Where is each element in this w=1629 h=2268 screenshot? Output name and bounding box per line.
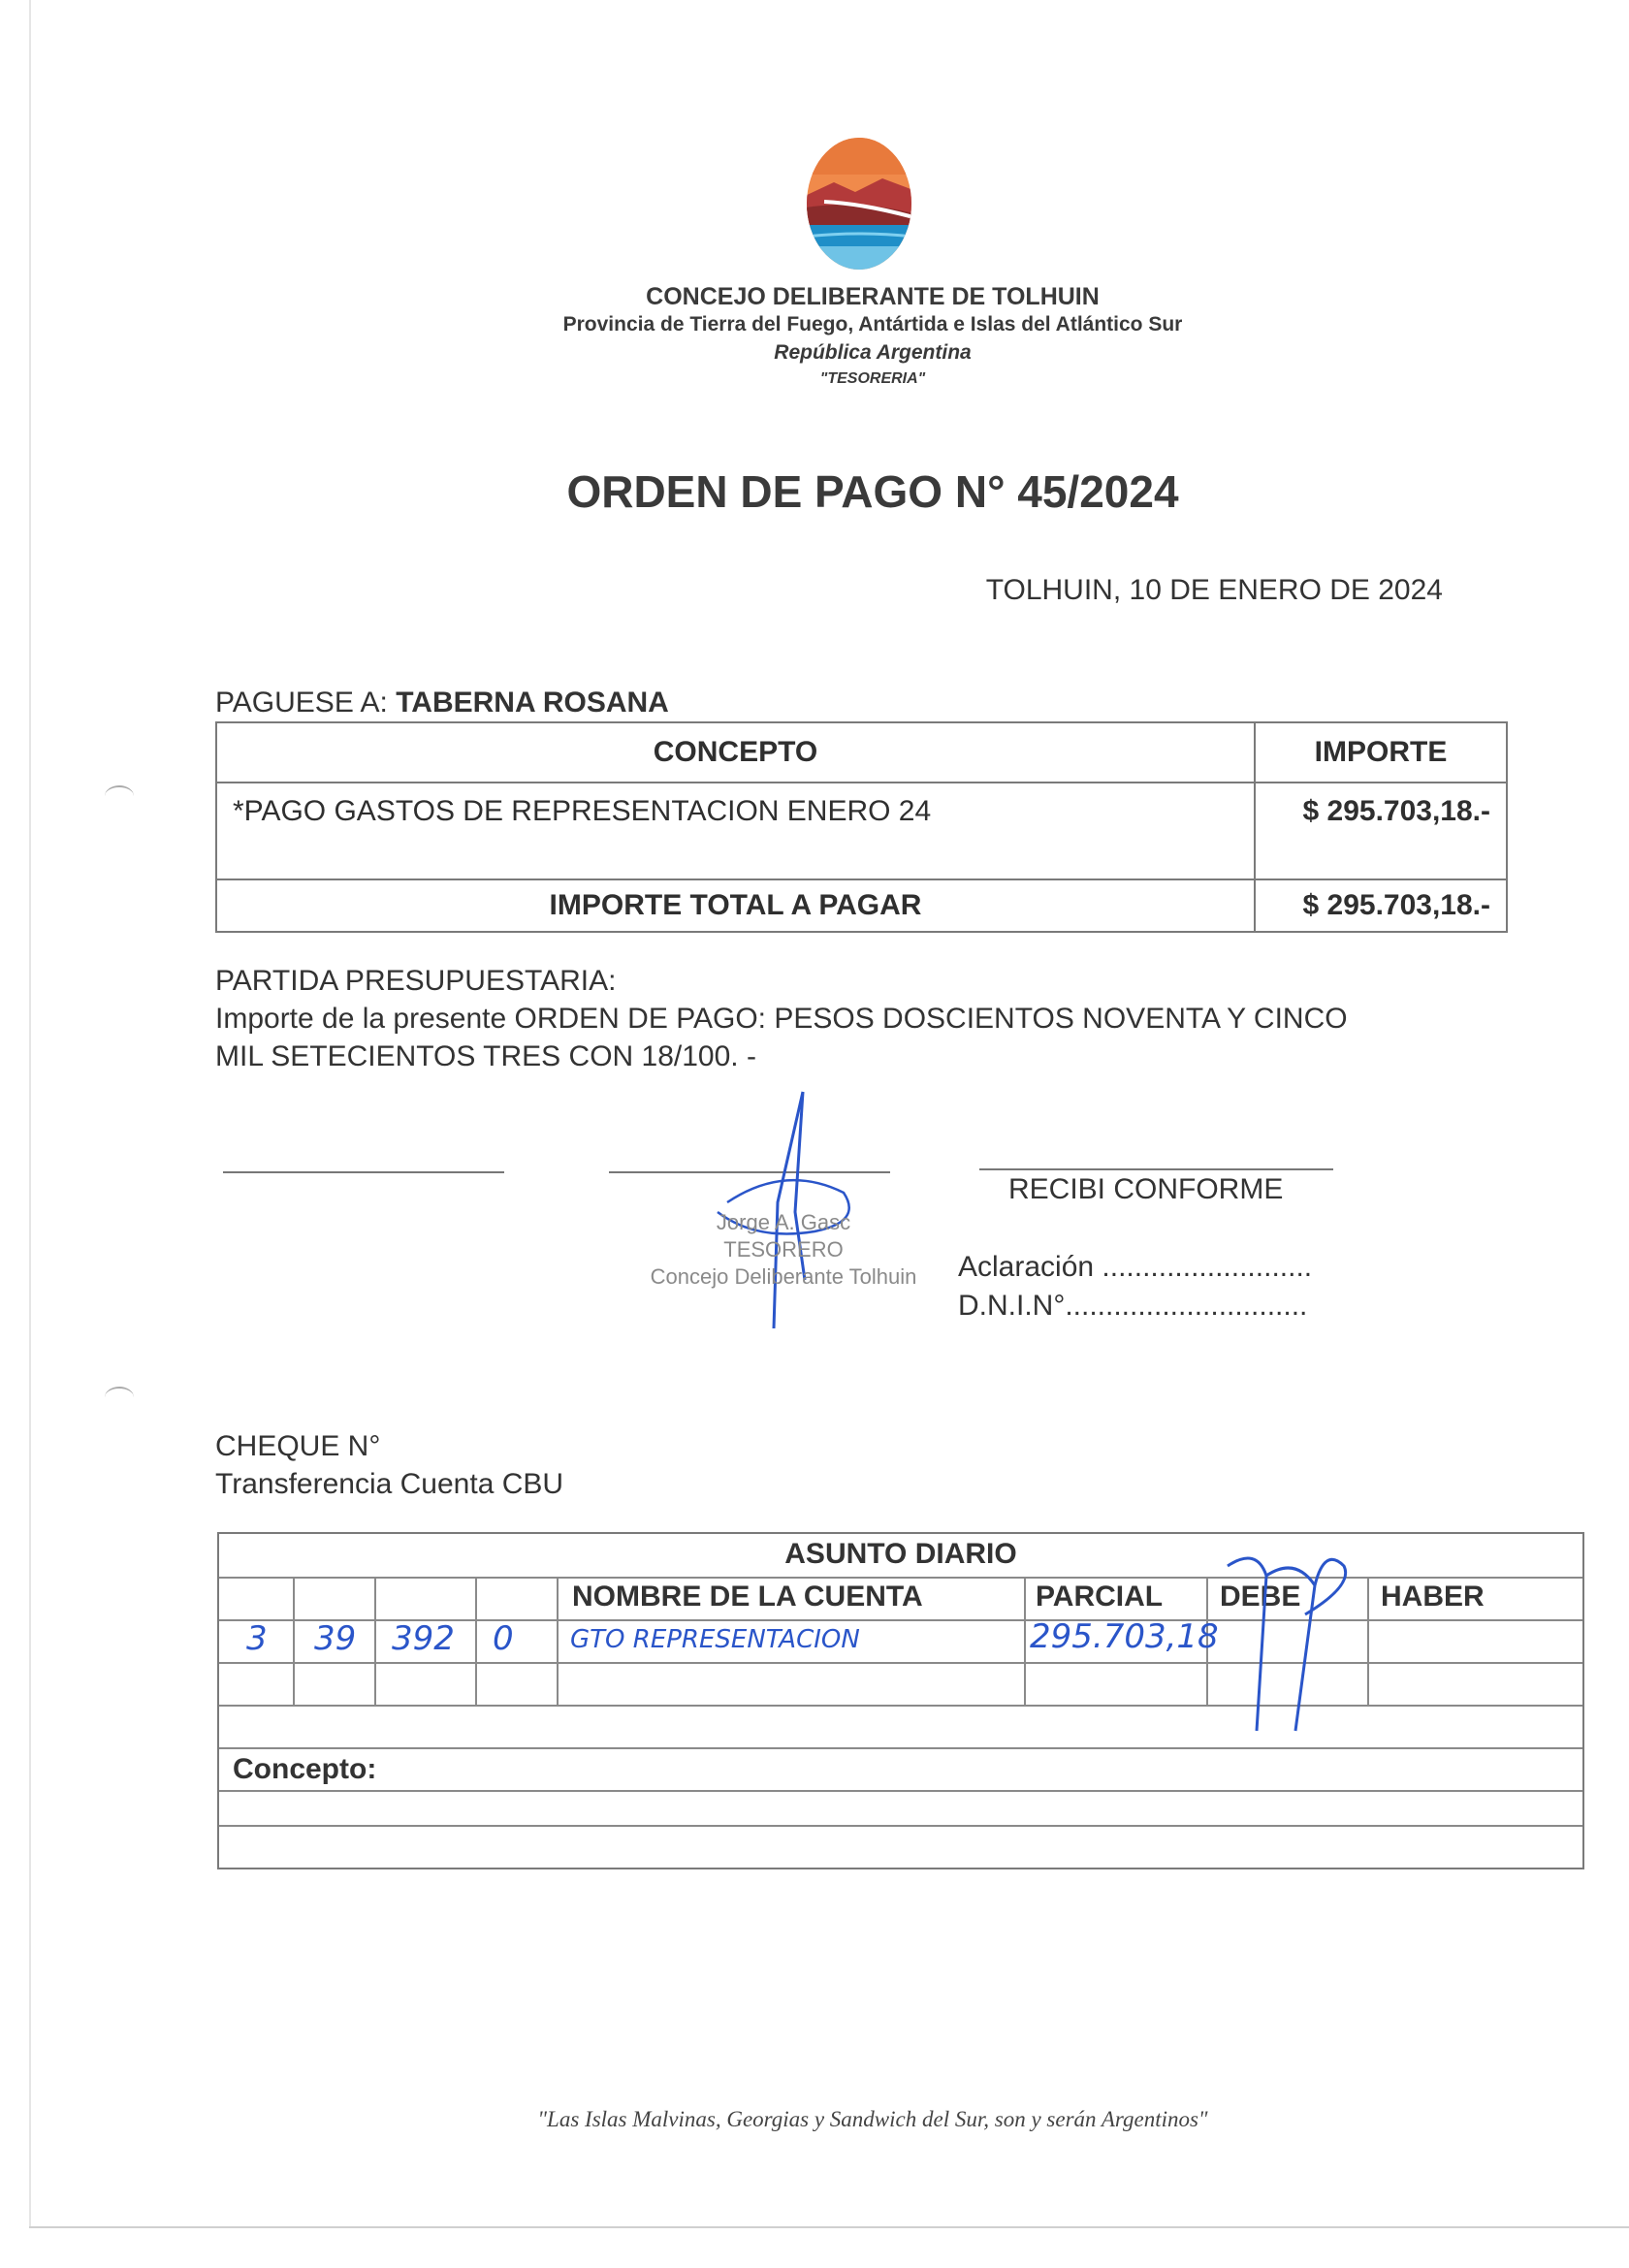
receipt-label: RECIBI CONFORME	[1008, 1173, 1284, 1205]
handwritten-account: GTO REPRESENTACION	[570, 1625, 860, 1654]
grid-line	[475, 1577, 477, 1705]
payee-label: PAGUESE A:	[215, 687, 397, 719]
handwritten-code-3: 392	[392, 1619, 455, 1658]
hole-punch-mark	[105, 785, 134, 807]
payment-table	[215, 721, 1508, 933]
dni-field: D.N.I.N°..............................	[958, 1290, 1308, 1322]
table-header-row	[216, 722, 1507, 783]
document-title: ORDEN DE PAGO N° 45/2024	[566, 466, 1179, 517]
payee	[215, 687, 669, 719]
receipt-fields	[958, 1248, 1312, 1326]
amount-in-words-line1: Importe de la presente ORDEN DE PAGO: PESOS DOSCIENTOS NOVENTA Y CINCO	[215, 1003, 1348, 1035]
grid-line	[219, 1577, 1582, 1579]
concepto-label: Concepto:	[233, 1753, 377, 1785]
col-parcial: PARCIAL	[1036, 1581, 1164, 1613]
cheque-section	[215, 1427, 563, 1503]
col-haber: HABER	[1381, 1581, 1485, 1613]
page-edge-bottom	[29, 2226, 1629, 2228]
signature-line	[979, 1168, 1333, 1170]
grid-line	[557, 1577, 559, 1705]
col-nombre-cuenta: NOMBRE DE LA CUENTA	[572, 1581, 923, 1613]
header-concepto: CONCEPTO	[216, 722, 1255, 783]
footer-slogan: "Las Islas Malvinas, Georgias y Sandwich del Sur, son y serán Argentinos"	[537, 2107, 1208, 2131]
stamp-name: Jorge A. Gasc	[716, 1210, 851, 1234]
country-name: República Argentina	[774, 341, 972, 364]
handwritten-code-1: 3	[246, 1619, 268, 1658]
amount-in-words-line2: MIL SETECIENTOS TRES CON 18/100. -	[215, 1040, 756, 1072]
table-row	[216, 783, 1507, 879]
aclaracion-field: Aclaración ..........................	[958, 1251, 1313, 1283]
grid-line	[1024, 1577, 1026, 1705]
grid-line	[374, 1577, 376, 1705]
org-name: CONCEJO DELIBERANTE DE TOLHUIN	[646, 283, 1100, 310]
grid-line	[293, 1577, 295, 1705]
stamp-org: Concejo Deliberante Tolhuin	[650, 1264, 917, 1289]
row-importe: $ 295.703,18.-	[1255, 783, 1507, 879]
stamp-role: TESORERO	[723, 1237, 844, 1262]
transfer-label: Transferencia Cuenta CBU	[215, 1468, 564, 1500]
council-logo-icon	[805, 136, 913, 272]
asunto-diario-table	[217, 1532, 1584, 1869]
hole-punch-mark	[105, 1387, 134, 1408]
grid-line	[219, 1662, 1582, 1664]
grid-line	[219, 1705, 1582, 1707]
department-name: "TESORERIA"	[819, 370, 926, 387]
row-concepto: *PAGO GASTOS DE REPRESENTACION ENERO 24	[216, 783, 1255, 879]
cheque-label: CHEQUE N°	[215, 1430, 381, 1462]
header-importe: IMPORTE	[1255, 722, 1507, 783]
total-row	[216, 879, 1507, 932]
budget-section	[215, 962, 1534, 1075]
handwritten-code-2: 39	[314, 1619, 357, 1658]
treasurer-stamp	[638, 1209, 929, 1291]
document-date: TOLHUIN, 10 DE ENERO DE 2024	[985, 574, 1443, 606]
handwritten-initials-icon	[1198, 1547, 1363, 1741]
signature-line	[223, 1171, 504, 1173]
grid-line	[219, 1825, 1582, 1827]
grid-line	[1367, 1577, 1369, 1705]
budget-label: PARTIDA PRESUPUESTARIA:	[215, 965, 617, 997]
payee-name: TABERNA ROSANA	[396, 687, 669, 719]
handwritten-code-4: 0	[493, 1619, 514, 1658]
province-name: Provincia de Tierra del Fuego, Antártida e Islas del Atlántico Sur	[562, 313, 1183, 335]
col-debe: DEBE	[1220, 1581, 1301, 1613]
asunto-title: ASUNTO DIARIO	[784, 1538, 1017, 1570]
grid-line	[219, 1790, 1582, 1792]
handwritten-parcial: 295.703,18	[1030, 1617, 1219, 1656]
total-value: $ 295.703,18.-	[1255, 879, 1507, 932]
grid-line	[219, 1747, 1582, 1749]
total-label: IMPORTE TOTAL A PAGAR	[216, 879, 1255, 932]
